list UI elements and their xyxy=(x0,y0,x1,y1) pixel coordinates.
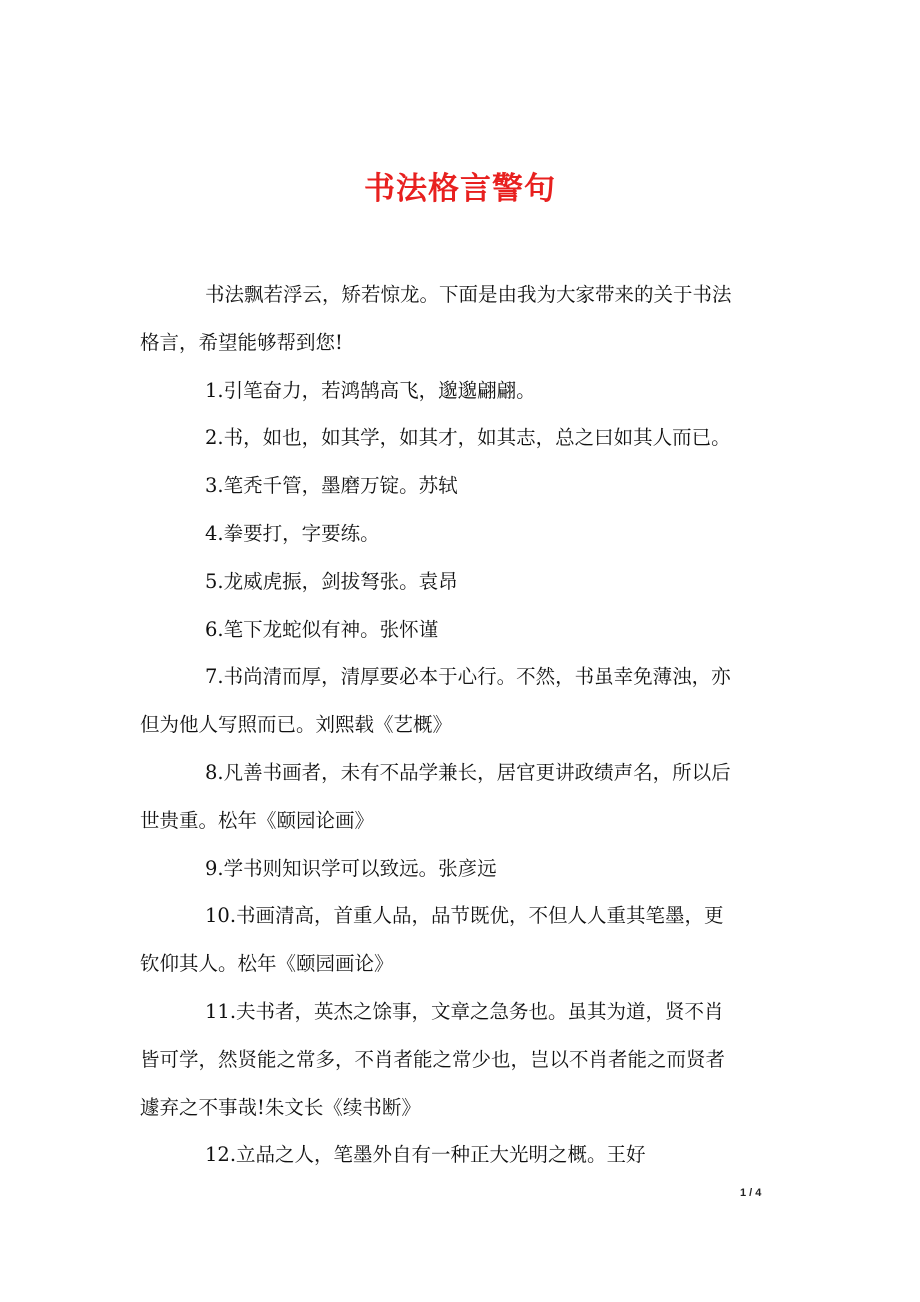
quote-item-9: 9.学书则知识学可以致远。张彦远 xyxy=(205,856,497,880)
quote-item-2: 2.书，如也，如其学，如其才，如其志，总之曰如其人而已。 xyxy=(205,426,731,450)
quote-item-4: 4.拳要打，字要练。 xyxy=(205,521,380,545)
intro-paragraph: 书法飘若浮云，矫若惊龙。下面是由我为大家带来的关于书法 格言，希望能够帮到您! xyxy=(140,283,732,354)
quote-item-10: 10.书画清高，首重人品，品节既优，不但人人重其笔墨，更 钦仰其人。松年《颐园画论》 xyxy=(140,904,724,976)
quote-item-11: 11.夫书者，英杰之馀事，文章之急务也。虽其为道，贤不肖 皆可学，然贤能之常多，不肖者能之常少也，岂以不肖者能之而贤者 遽弃之不事哉!朱文长《续书断》 xyxy=(140,999,726,1119)
quote-item-1: 1.引笔奋力，若鸿鹄高飞，邈邈翩翩。 xyxy=(205,378,536,402)
quote-item-3: 3.笔秃千管，墨磨万锭。苏轼 xyxy=(205,474,458,498)
page-number: 1 / 4 xyxy=(740,1187,762,1199)
quote-item-6: 6.笔下龙蛇似有神。张怀谨 xyxy=(205,617,439,641)
quote-item-8: 8.凡善书画者，未有不品学兼长，居官更讲政绩声名，所以后 世贵重。松年《颐园论画》 xyxy=(140,760,731,832)
quote-item-5: 5.龙威虎振，剑拔弩张。袁昂 xyxy=(205,569,458,593)
document-body xyxy=(140,271,800,1179)
quote-item-7: 7.书尚清而厚，清厚要必本于心行。不然，书虽幸免薄浊，亦 但为他人写照而已。刘熙载《艺概》 xyxy=(140,665,731,737)
quote-item-12: 12.立品之人，笔墨外自有一种正大光明之概。王好 xyxy=(205,1143,646,1167)
document-title: 书法格言警句 xyxy=(364,170,556,207)
